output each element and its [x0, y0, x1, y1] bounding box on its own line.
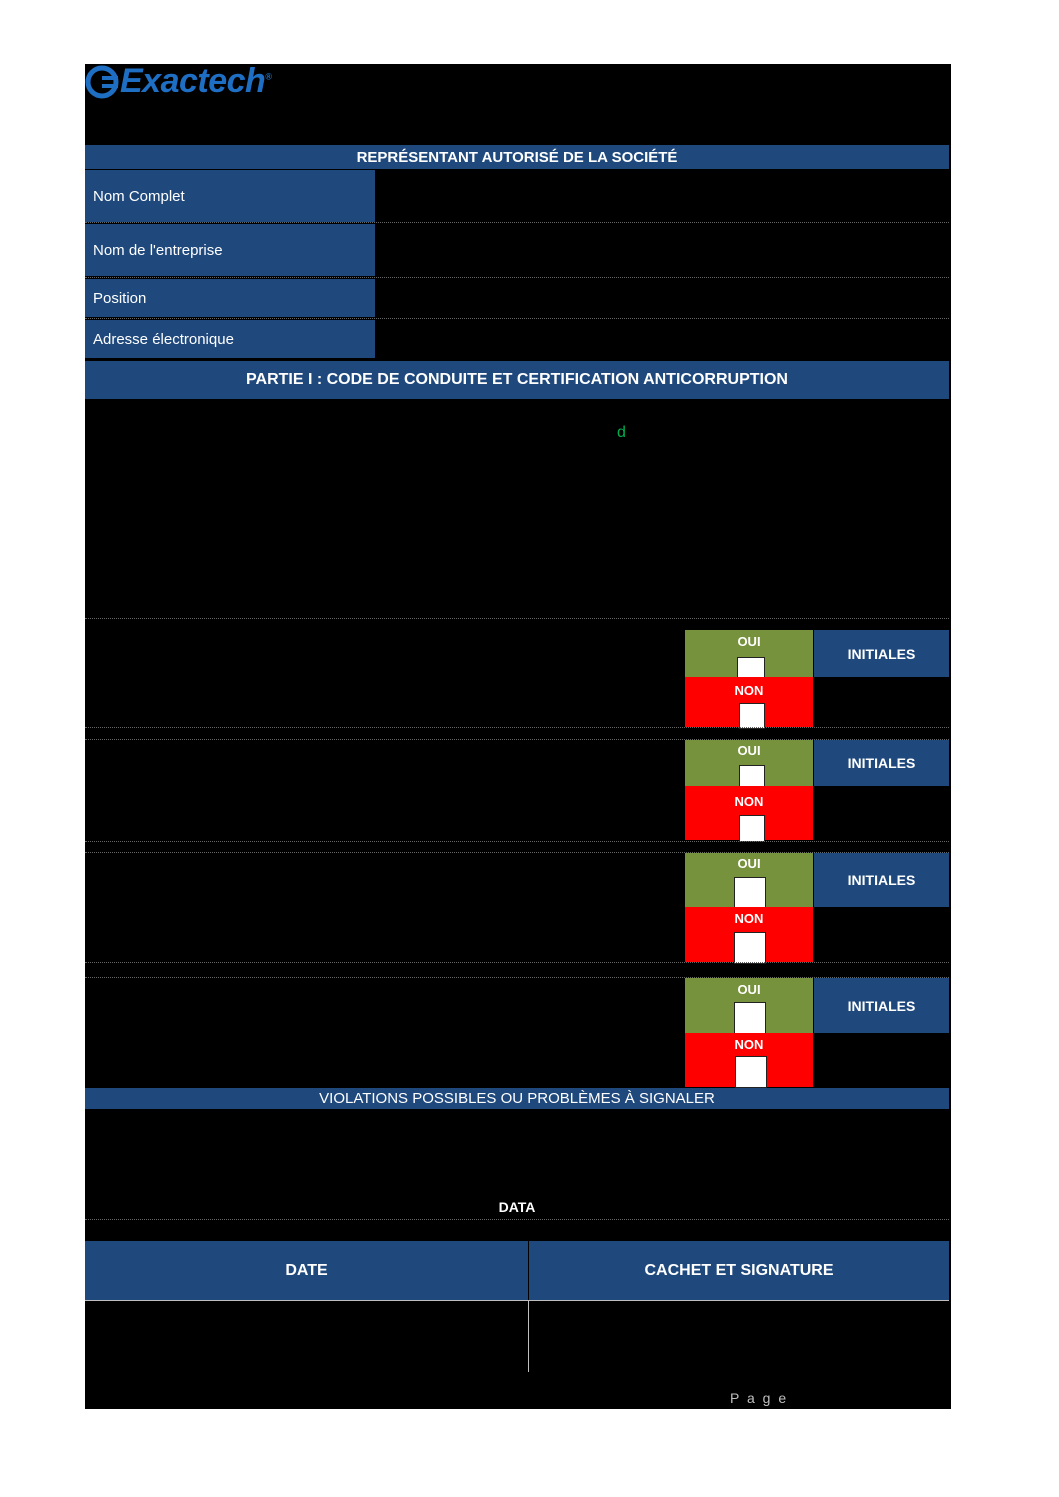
q4-yes-label: OUI — [737, 982, 761, 997]
logo-wordmark: Exactech® — [120, 62, 272, 100]
q2-no-cell — [685, 786, 813, 840]
q1-yes-cell — [685, 630, 813, 677]
q3-no-cell — [685, 907, 813, 962]
exactech-logo — [85, 64, 335, 100]
q3-yes-label: OUI — [737, 856, 761, 871]
exactech-mark-icon — [85, 65, 119, 99]
full-name-label: Nom Complet — [85, 170, 375, 222]
column-divider — [528, 1300, 529, 1372]
position-label: Position — [85, 279, 375, 317]
divider — [85, 841, 949, 842]
q1-initials-label: INITIALES — [814, 630, 949, 677]
q2-no-checkbox[interactable] — [739, 815, 765, 842]
divider — [85, 618, 949, 619]
q3-yes-checkbox[interactable] — [734, 877, 766, 909]
q1-initials-field[interactable] — [814, 678, 949, 726]
q1-no-cell — [685, 677, 813, 727]
representative-header: REPRÉSENTANT AUTORISÉ DE LA SOCIÉTÉ — [85, 145, 949, 169]
q3-no-checkbox[interactable] — [734, 932, 766, 964]
q1-yes-checkbox[interactable] — [737, 657, 765, 679]
company-name-field[interactable] — [376, 224, 949, 276]
email-field[interactable] — [376, 320, 949, 358]
stray-character: d — [617, 424, 626, 441]
q3-no-label: NON — [734, 911, 764, 926]
divider — [85, 222, 949, 223]
q2-initials-field[interactable] — [814, 787, 949, 839]
q2-yes-cell — [685, 740, 813, 786]
divider — [85, 962, 949, 963]
email-label: Adresse électronique — [85, 320, 375, 358]
q4-initials-label: INITIALES — [814, 978, 949, 1033]
full-name-field[interactable] — [376, 170, 949, 222]
position-field[interactable] — [376, 279, 949, 317]
date-header: DATE — [85, 1241, 528, 1300]
q4-no-cell — [685, 1033, 813, 1087]
q2-initials-label: INITIALES — [814, 740, 949, 786]
q3-yes-cell — [685, 853, 813, 907]
q4-yes-cell — [685, 978, 813, 1033]
q4-no-checkbox[interactable] — [735, 1056, 767, 1088]
data-label: DATA — [498, 1199, 536, 1215]
q4-yes-checkbox[interactable] — [734, 1002, 766, 1035]
stamp-signature-field[interactable] — [529, 1301, 949, 1371]
q2-yes-label: OUI — [737, 743, 761, 758]
part1-header: PARTIE I : CODE DE CONDUITE ET CERTIFICATION ANTICORRUPTION — [85, 361, 949, 399]
date-field[interactable] — [85, 1301, 528, 1371]
divider — [85, 318, 949, 319]
q3-initials-label: INITIALES — [814, 853, 949, 907]
q1-yes-label: OUI — [737, 634, 761, 649]
stamp-signature-header: CACHET ET SIGNATURE — [529, 1241, 949, 1300]
q1-no-checkbox[interactable] — [739, 703, 765, 729]
q2-no-label: NON — [734, 794, 764, 809]
table-divider — [85, 1300, 949, 1301]
divider — [85, 1219, 949, 1220]
divider — [85, 277, 949, 278]
q2-yes-checkbox[interactable] — [739, 765, 765, 788]
page-footer: P a g e — [730, 1390, 789, 1406]
q4-no-label: NON — [734, 1037, 764, 1052]
company-name-label: Nom de l'entreprise — [85, 224, 375, 276]
q4-initials-field[interactable] — [814, 1034, 949, 1086]
q3-initials-field[interactable] — [814, 908, 949, 961]
q1-no-label: NON — [734, 683, 764, 698]
violations-header: VIOLATIONS POSSIBLES OU PROBLÈMES À SIGNALER — [85, 1088, 949, 1109]
divider — [85, 727, 949, 728]
